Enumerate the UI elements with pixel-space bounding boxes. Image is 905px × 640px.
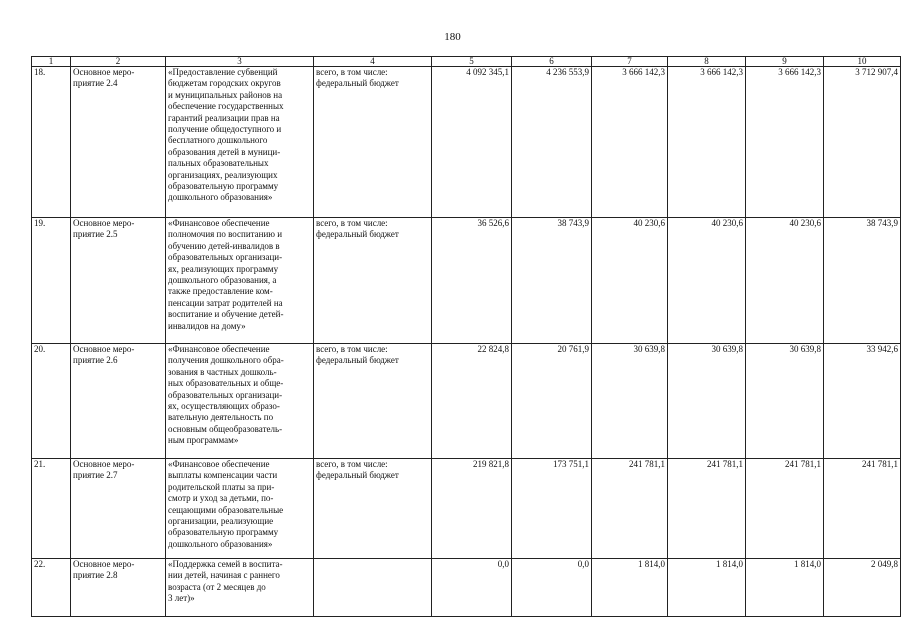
- value-cell: [746, 559, 824, 617]
- activity-name: [166, 67, 314, 218]
- activity-name-line: «Поддержка семей в воспита-: [168, 559, 283, 569]
- table-row: [32, 459, 901, 559]
- funding-source-federal: федеральный бюджет: [316, 470, 399, 481]
- activity-name-line: возраста (от 2 месяцев до: [168, 581, 266, 592]
- activity-name-line: смотр и уход за детьми, по-: [168, 493, 274, 504]
- activity-name-line: образовательную программу: [168, 181, 279, 192]
- value-cell: [824, 459, 901, 559]
- value-cell: [746, 218, 824, 344]
- activity-name-line: образовательную программу: [168, 527, 279, 538]
- value-cell: [824, 67, 901, 218]
- activity-name-line: также предоставление ком-: [168, 286, 273, 297]
- value-cell: [824, 344, 901, 459]
- value-cell: [592, 459, 668, 559]
- row-number: 18.: [32, 67, 71, 218]
- activity-type: [71, 67, 166, 218]
- activity-name-line: обеспечение государственных: [168, 101, 284, 112]
- table-row: [32, 559, 901, 617]
- activity-type: [71, 459, 166, 559]
- amount: 3 712 907,4: [855, 67, 898, 77]
- funding-source-total: всего, в том числе:: [316, 218, 388, 228]
- amount: 4 092 345,1: [466, 67, 509, 77]
- activity-name-line: гарантий реализации прав на: [168, 112, 280, 123]
- column-number: 10: [824, 57, 901, 67]
- amount: 22 824,8: [477, 344, 509, 354]
- funding-source-federal: федеральный бюджет: [316, 355, 399, 366]
- activity-name: [166, 559, 314, 617]
- value-cell: [824, 218, 901, 344]
- amount: 30 639,8: [789, 344, 821, 354]
- column-number: 8: [668, 57, 746, 67]
- column-number: 9: [746, 57, 824, 67]
- activity-name-line: образования детей в муници-: [168, 146, 281, 157]
- amount: 219 821,8: [473, 459, 509, 469]
- activity-name-line: обучению детей-инвалидов в: [168, 240, 280, 251]
- amount: 241 781,1: [707, 459, 743, 469]
- activity-name-line: нии детей, начиная с раннего: [168, 570, 280, 581]
- value-cell: [746, 459, 824, 559]
- funding-source: [314, 344, 432, 459]
- value-cell: [512, 344, 592, 459]
- activity-name-line: ным программам»: [168, 435, 239, 446]
- value-cell: [512, 459, 592, 559]
- activity-name-line: организациях, реализующих: [168, 169, 278, 180]
- activity-name-line: дошкольного образования, а: [168, 275, 277, 286]
- activity-name-line: ях, осуществляющих образо-: [168, 401, 280, 412]
- activity-name-line: ных образовательных и обще-: [168, 378, 284, 389]
- funding-source-total: всего, в том числе:: [316, 459, 388, 469]
- budget-table: [31, 56, 901, 617]
- activity-name-line: вательную деятельность по: [168, 412, 274, 423]
- activity-type-line: приятие 2.7: [73, 470, 118, 481]
- activity-name-line: ях, реализующих программу: [168, 263, 279, 274]
- value-cell: [592, 559, 668, 617]
- activity-type-line: Основное меро-: [73, 344, 135, 354]
- value-cell: [668, 459, 746, 559]
- activity-type: [71, 559, 166, 617]
- column-number: 4: [314, 57, 432, 67]
- activity-type-line: приятие 2.6: [73, 355, 118, 366]
- value-cell: [592, 67, 668, 218]
- amount: 3 666 142,3: [778, 67, 821, 77]
- amount: 36 526,6: [477, 218, 509, 228]
- activity-name-line: выплаты компенсации части: [168, 470, 278, 481]
- activity-name: [166, 459, 314, 559]
- activity-name-line: пальных образовательных: [168, 158, 269, 169]
- activity-name-line: сещающими образовательные: [168, 504, 284, 515]
- amount: 40 230,6: [633, 218, 665, 228]
- amount: 241 781,1: [629, 459, 665, 469]
- page-number: 180: [444, 31, 461, 43]
- activity-name-line: образовательных организаци-: [168, 389, 283, 400]
- amount: 40 230,6: [789, 218, 821, 228]
- value-cell: [668, 559, 746, 617]
- amount: 3 666 142,3: [700, 67, 743, 77]
- column-number: 3: [166, 57, 314, 67]
- activity-name-line: 3 лет)»: [168, 593, 195, 604]
- activity-name-line: «Финансовое обеспечение: [168, 459, 270, 469]
- funding-source: [314, 559, 432, 617]
- amount: 38 743,9: [866, 218, 898, 228]
- table-row: [32, 218, 901, 344]
- activity-name-line: бесплатного дошкольного: [168, 135, 268, 146]
- row-number: 20.: [32, 344, 71, 459]
- value-cell: [668, 344, 746, 459]
- value-cell: [432, 559, 512, 617]
- activity-type-line: Основное меро-: [73, 559, 135, 569]
- column-number: 6: [512, 57, 592, 67]
- activity-type-line: приятие 2.8: [73, 570, 118, 581]
- activity-name: [166, 344, 314, 459]
- value-cell: [668, 218, 746, 344]
- activity-name-line: инвалидов на дому»: [168, 320, 246, 331]
- activity-name-line: воспитание и обучение детей-: [168, 309, 284, 320]
- amount: 40 230,6: [711, 218, 743, 228]
- funding-source: [314, 459, 432, 559]
- value-cell: [824, 559, 901, 617]
- amount: 4 236 553,9: [546, 67, 589, 77]
- amount: 2 049,8: [871, 559, 898, 569]
- value-cell: [432, 459, 512, 559]
- amount: 1 814,0: [716, 559, 743, 569]
- amount: 3 666 142,3: [622, 67, 665, 77]
- amount: 30 639,8: [633, 344, 665, 354]
- amount: 241 781,1: [785, 459, 821, 469]
- row-number: 19.: [32, 218, 71, 344]
- amount: 1 814,0: [638, 559, 665, 569]
- amount: 241 781,1: [862, 459, 898, 469]
- activity-name-line: получения дошкольного обра-: [168, 355, 284, 366]
- funding-source-federal: федеральный бюджет: [316, 78, 399, 89]
- column-number-header: [32, 57, 901, 67]
- funding-source-federal: федеральный бюджет: [316, 229, 399, 240]
- activity-type-line: приятие 2.5: [73, 229, 118, 240]
- value-cell: [592, 344, 668, 459]
- amount: 20 761,9: [557, 344, 589, 354]
- activity-name-line: основным общеобразователь-: [168, 423, 283, 434]
- activity-type: [71, 344, 166, 459]
- row-number: 22.: [32, 559, 71, 617]
- table-row: [32, 67, 901, 218]
- activity-name-line: образовательных организаци-: [168, 252, 283, 263]
- value-cell: [432, 218, 512, 344]
- activity-type-line: приятие 2.4: [73, 78, 118, 89]
- row-number: 21.: [32, 459, 71, 559]
- activity-name-line: «Финансовое обеспечение: [168, 218, 270, 228]
- amount: 33 942,6: [866, 344, 898, 354]
- activity-name-line: зования в частных дошколь-: [168, 366, 277, 377]
- column-number: 5: [432, 57, 512, 67]
- activity-type-line: Основное меро-: [73, 67, 135, 77]
- amount: 38 743,9: [557, 218, 589, 228]
- activity-name: [166, 218, 314, 344]
- activity-type: [71, 218, 166, 344]
- value-cell: [746, 67, 824, 218]
- funding-source-total: всего, в том числе:: [316, 67, 388, 77]
- activity-name-line: «Предоставление субвенций: [168, 67, 278, 77]
- funding-source-total: всего, в том числе:: [316, 344, 388, 354]
- activity-name-line: полномочия по воспитанию и: [168, 229, 283, 240]
- amount: 0,0: [577, 559, 589, 569]
- activity-name-line: пенсации затрат родителей на: [168, 297, 283, 308]
- activity-name-line: «Финансовое обеспечение: [168, 344, 270, 354]
- amount: 30 639,8: [711, 344, 743, 354]
- value-cell: [512, 218, 592, 344]
- column-number: 2: [71, 57, 166, 67]
- value-cell: [592, 218, 668, 344]
- funding-source: [314, 218, 432, 344]
- funding-source: [314, 67, 432, 218]
- activity-name-line: организации, реализующие: [168, 516, 274, 527]
- value-cell: [746, 344, 824, 459]
- table-row: [32, 344, 901, 459]
- activity-name-line: дошкольного образования»: [168, 192, 273, 203]
- activity-name-line: дошкольного образования»: [168, 538, 273, 549]
- amount: 0,0: [497, 559, 509, 569]
- amount: 173 751,1: [553, 459, 589, 469]
- value-cell: [512, 67, 592, 218]
- value-cell: [432, 67, 512, 218]
- column-number: 7: [592, 57, 668, 67]
- activity-name-line: получение общедоступного и: [168, 124, 282, 135]
- activity-name-line: родительской платы за при-: [168, 481, 275, 492]
- amount: 1 814,0: [794, 559, 821, 569]
- activity-type-line: Основное меро-: [73, 218, 135, 228]
- column-number: 1: [32, 57, 71, 67]
- value-cell: [512, 559, 592, 617]
- activity-name-line: и муниципальных районов на: [168, 89, 283, 100]
- activity-name-line: бюджетам городских округов: [168, 78, 281, 89]
- value-cell: [432, 344, 512, 459]
- activity-type-line: Основное меро-: [73, 459, 135, 469]
- value-cell: [668, 67, 746, 218]
